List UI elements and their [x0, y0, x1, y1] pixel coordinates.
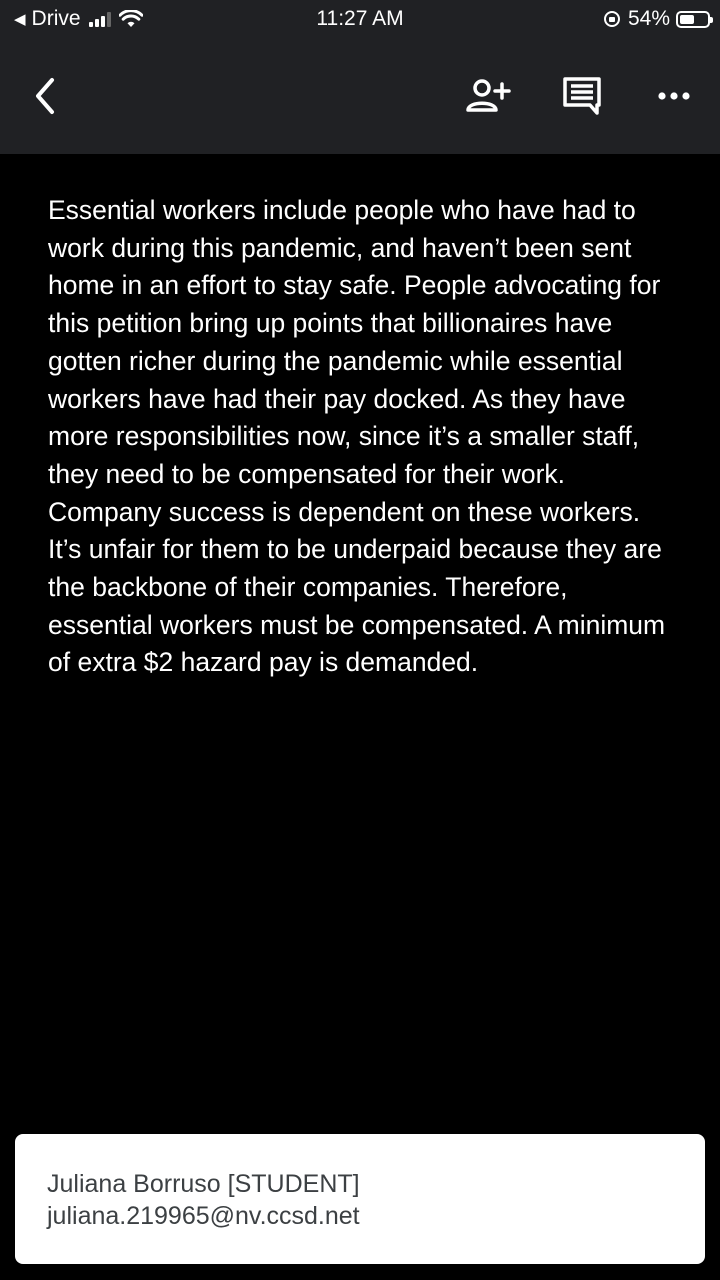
account-email: juliana.219965@nv.ccsd.net	[47, 1202, 360, 1230]
status-time: 11:27 AM	[316, 7, 404, 30]
comments-button[interactable]	[554, 68, 610, 124]
document-body-text[interactable]: Essential workers include people who have had to work during this pandemic, and haven’t been sent home in an effort to stay safe. People advocating for this petition bring up points that billionaires have gotten richer during the pandemic while essential workers have had their pay docked. As they have more responsibilities now, since it’s a smaller staff, they need to be compensated for their work. Company success is dependent on these workers. It’s unfair for them to be underpaid because they are the backbone of their companies. Therefore, essential workers must be compensated. A minimum of extra $2 hazard pay is demanded.	[48, 195, 666, 678]
account-name: Juliana Borruso [STUDENT]	[47, 1170, 360, 1198]
back-to-app-icon[interactable]: ◀	[14, 11, 26, 28]
back-chevron-icon	[30, 76, 62, 116]
more-options-button[interactable]	[646, 68, 702, 124]
battery-level	[680, 15, 694, 24]
top-toolbar	[0, 40, 720, 154]
battery-percentage: 54%	[627, 7, 670, 30]
battery-icon	[676, 11, 710, 28]
status-bar	[0, 0, 720, 40]
back-button[interactable]	[18, 68, 74, 124]
add-person-icon	[464, 76, 512, 116]
account-card[interactable]	[15, 1134, 705, 1264]
rotation-lock-icon	[604, 11, 620, 27]
share-button[interactable]	[460, 68, 516, 124]
back-to-app-label[interactable]: Drive	[31, 7, 81, 30]
more-icon	[656, 90, 692, 102]
comment-icon	[560, 74, 604, 118]
status-right	[604, 7, 710, 31]
